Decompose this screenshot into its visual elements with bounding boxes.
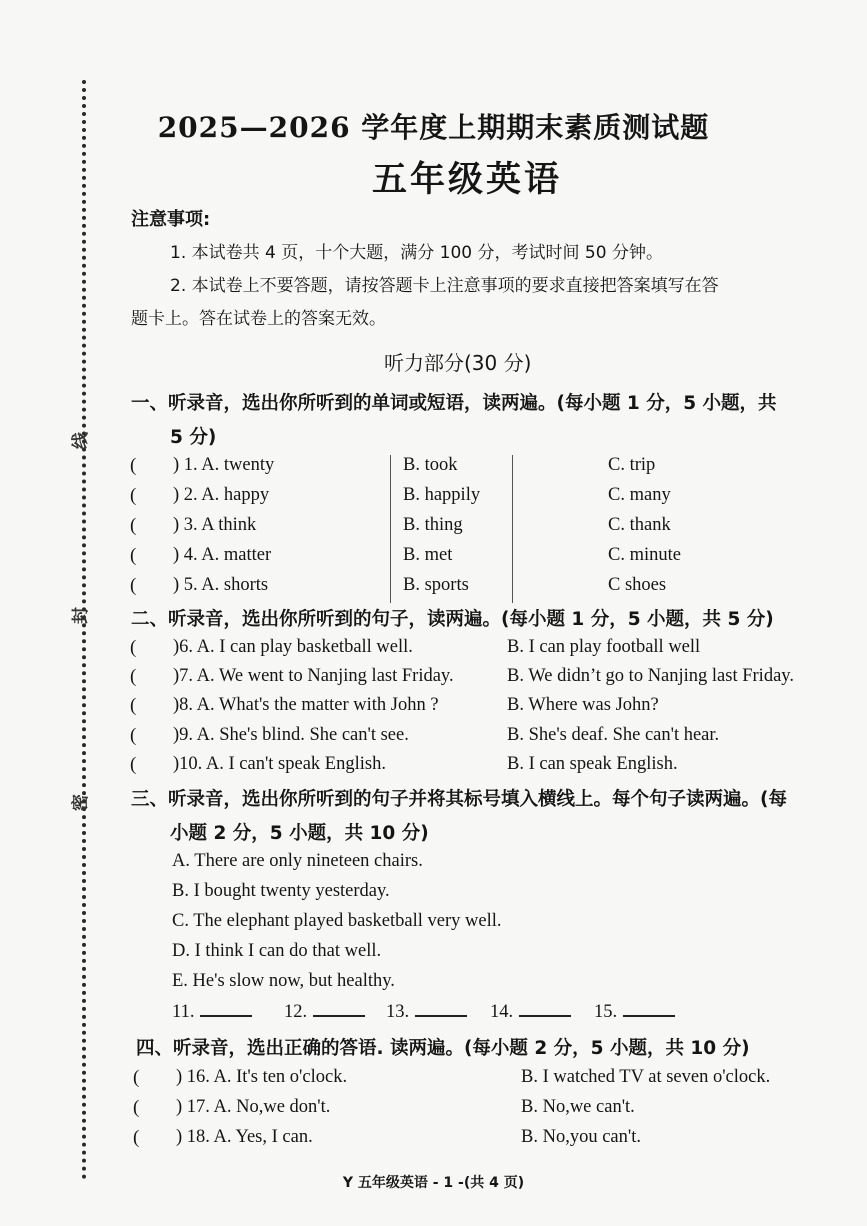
question-option-c: C shoes [608, 575, 667, 595]
binding-dotted-line [82, 80, 86, 1180]
question-option-b: B. I can play football well [507, 637, 701, 657]
question-option-a: ) 18. A. Yes, I can. [176, 1127, 313, 1147]
answer-paren[interactable]: ( [130, 725, 137, 746]
part1-column-divider-2 [512, 455, 513, 603]
question-option-b: B. thing [403, 515, 463, 535]
binding-char-seal: 封 [71, 607, 91, 624]
question-option-b: B. took [403, 455, 458, 475]
answer-paren[interactable]: ( [130, 666, 137, 687]
answer-paren[interactable]: ( [130, 545, 137, 566]
question-option-c: C. minute [608, 545, 681, 565]
question-option-a: ) 16. A. It's ten o'clock. [176, 1067, 348, 1087]
answer-paren[interactable]: ( [133, 1067, 140, 1088]
question-option-a: )6. A. I can play basketball well. [173, 637, 413, 657]
question-option-b: B. I can speak English. [507, 754, 678, 774]
blank-number: 15. [594, 1002, 618, 1022]
sentence-item: D. I think I can do that well. [172, 941, 382, 961]
notes-item-2a: 2. 本试卷上不要答题，请按答题卡上注意事项的要求直接把答案填写在答 [170, 276, 719, 296]
question-option-c: C. trip [608, 455, 656, 475]
sentence-item: A. There are only nineteen chairs. [172, 851, 423, 871]
question-option-b: B. met [403, 545, 453, 565]
part1-column-divider-1 [390, 455, 391, 603]
answer-paren[interactable]: ( [133, 1097, 140, 1118]
exam-title: 2025—2026 学年度上期期末素质测试题 [157, 111, 710, 144]
question-option-b: B. happily [403, 485, 481, 505]
answer-paren[interactable]: ( [130, 515, 137, 536]
question-option-c: C. many [608, 485, 671, 505]
answer-paren[interactable]: ( [130, 575, 137, 596]
blank-number: 13. [386, 1002, 410, 1022]
blank-number: 14. [490, 1002, 514, 1022]
answer-blank-12[interactable] [284, 1001, 365, 1023]
sentence-item: B. I bought twenty yesterday. [172, 881, 390, 901]
question-option-a: ) 5. A. shorts [173, 575, 269, 595]
part1-title-a: 一、听录音，选出你所听到的单词或短语，读两遍。(每小题 1 分，5 小题，共 [131, 393, 777, 414]
blank-number: 11. [172, 1002, 195, 1022]
part1-title-b: 5 分) [170, 427, 217, 448]
question-option-a: )9. A. She's blind. She can't see. [173, 725, 409, 745]
question-option-b: B. No,we can't. [521, 1097, 635, 1117]
question-option-c: C. thank [608, 515, 671, 535]
question-option-a: ) 4. A. matter [173, 545, 272, 565]
answer-blank-15[interactable] [594, 1001, 675, 1023]
question-option-b: B. She's deaf. She can't hear. [507, 725, 720, 745]
question-option-b: B. We didn’t go to Nanjing last Friday. [507, 666, 794, 686]
question-option-a: ) 2. A. happy [173, 485, 270, 505]
listening-heading: 听力部分(30 分) [384, 351, 532, 375]
binding-char-line: 线 [71, 432, 91, 449]
notes-item-2b: 题卡上。答在试卷上的答案无效。 [131, 309, 386, 329]
answer-paren[interactable]: ( [130, 695, 137, 716]
sentence-item: C. The elephant played basketball very well. [172, 911, 502, 931]
part2-title: 二、听录音，选出你所听到的句子，读两遍。(每小题 1 分，5 小题，共 5 分) [131, 609, 774, 630]
notes-heading: 注意事项: [131, 209, 211, 230]
exam-subtitle: 五年级英语 [371, 159, 562, 200]
answer-blank-14[interactable] [490, 1001, 571, 1023]
page-footer: Y 五年级英语 - 1 -(共 4 页) [342, 1175, 525, 1191]
answer-paren[interactable]: ( [133, 1127, 140, 1148]
part3-title-b: 小题 2 分，5 小题，共 10 分) [170, 823, 429, 844]
question-option-b: B. I watched TV at seven o'clock. [521, 1067, 771, 1087]
blank-number: 12. [284, 1002, 308, 1022]
question-option-a: ) 1. A. twenty [173, 455, 275, 475]
question-option-a: )8. A. What's the matter with John ? [173, 695, 439, 715]
part4-title: 四、听录音，选出正确的答语. 读两遍。(每小题 2 分，5 小题，共 10 分) [136, 1038, 750, 1059]
question-option-b: B. No,you can't. [521, 1127, 641, 1147]
binding-char-secret: 密 [71, 794, 91, 811]
question-option-a: ) 17. A. No,we don't. [176, 1097, 331, 1117]
part3-title-a: 三、听录音，选出你所听到的句子并将其标号填入横线上。每个句子读两遍。(每 [131, 789, 787, 810]
question-option-a: )10. A. I can't speak English. [173, 754, 386, 774]
question-option-a: )7. A. We went to Nanjing last Friday. [173, 666, 454, 686]
answer-paren[interactable]: ( [130, 637, 137, 658]
answer-blank-13[interactable] [386, 1001, 467, 1023]
answer-blank-11[interactable] [172, 1001, 252, 1023]
notes-item-1: 1. 本试卷共 4 页，十个大题，满分 100 分，考试时间 50 分钟。 [170, 243, 663, 263]
answer-paren[interactable]: ( [130, 485, 137, 506]
sentence-item: E. He's slow now, but healthy. [172, 971, 395, 991]
question-option-b: B. sports [403, 575, 469, 595]
question-option-a: ) 3. A think [173, 515, 257, 535]
answer-paren[interactable]: ( [130, 754, 137, 775]
question-option-b: B. Where was John? [507, 695, 659, 715]
answer-paren[interactable]: ( [130, 455, 137, 476]
